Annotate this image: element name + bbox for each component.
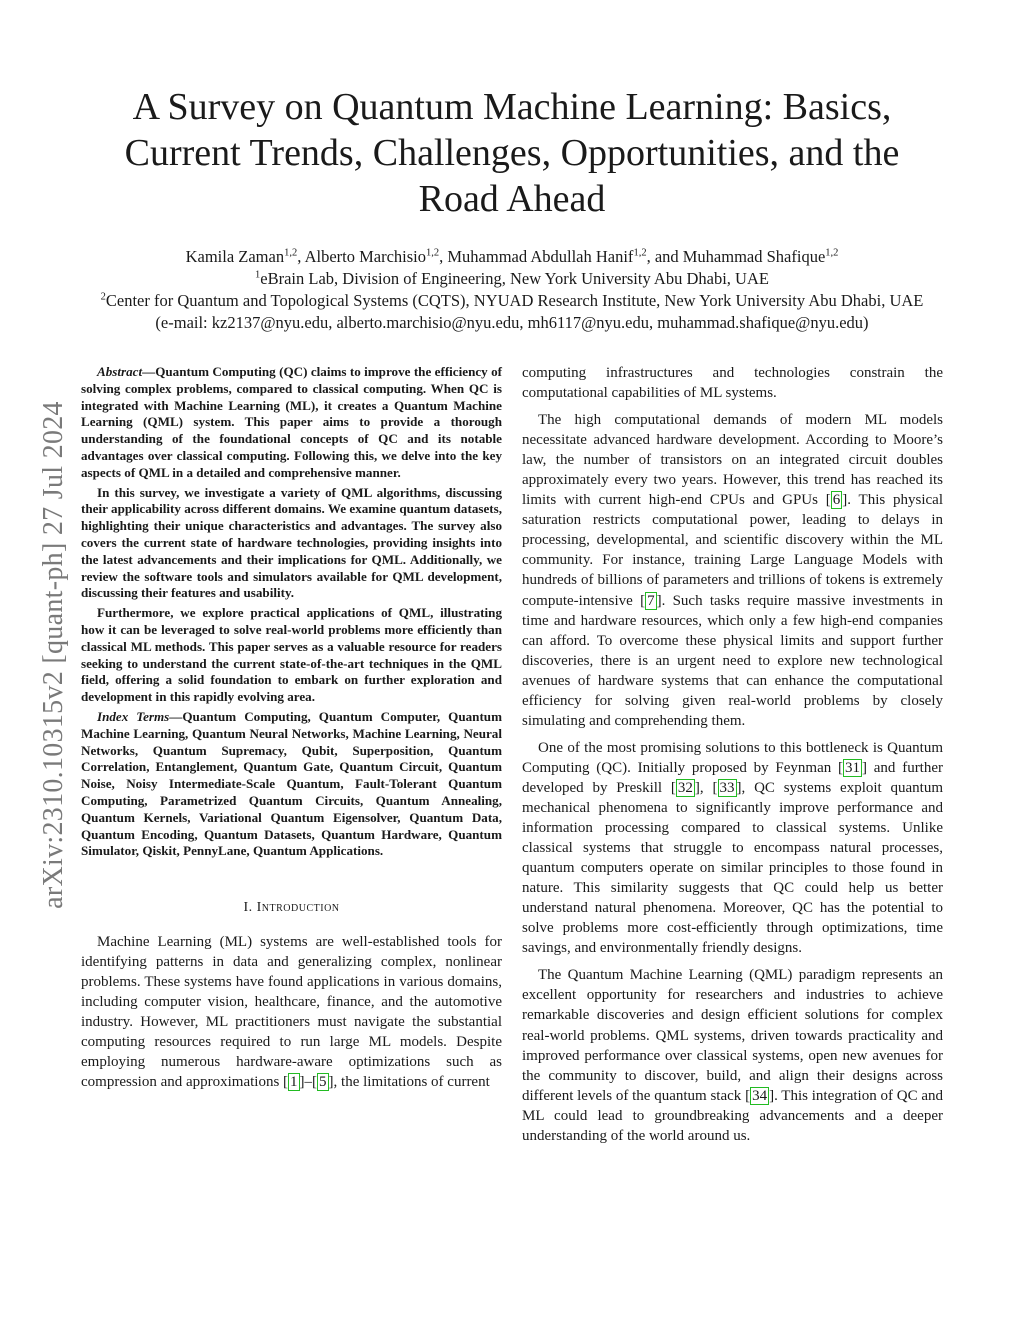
abstract-paragraph: In this survey, we investigate a variety of QML algorithms, discussing their applicability across different domains. We examine quantum datasets, highlighting their unique characteristics and advantages. The survey also covers the current state of hardware technologies, providing insights into the latest advancements and their implications for QML. Additionally, we review the software tools and simulators available for QML development, discussing their features and usability. bbox=[81, 484, 502, 601]
author-name: Muhammad Abdullah Hanif bbox=[447, 247, 634, 266]
author-name: Muhammad Shafique bbox=[682, 247, 826, 266]
citation-range-dash: – bbox=[304, 1074, 313, 1091]
affiliation-line bbox=[40, 268, 984, 290]
section-heading: I. Introduction bbox=[243, 900, 340, 916]
paragraph-text: , QC systems exploit quantum mechanical phenomena to significantly improve performance and information processing compared to classical systems. Unlike classical systems that struggle to encompass natural processes, quantum computers operate on similar principles to those found in nature. This similarity suggests that QC could help us better understand natural phenomena. Moreover, QC has the potential to solve problems more cost-efficiently through optimizations, time savings, and environmentally friendly designs. bbox=[522, 779, 944, 957]
author-affiliation-mark: 1,2 bbox=[825, 247, 839, 259]
title-line: A Survey on Quantum Machine Learning: Basics, bbox=[132, 86, 892, 128]
paper-title bbox=[60, 84, 964, 222]
author-separator: , and bbox=[646, 247, 683, 266]
paragraph-text: , the limitations of current bbox=[333, 1074, 490, 1091]
email-line: (e-mail: kz2137@nyu.edu, alberto.marchisio@nyu.edu, mh6117@nyu.edu, muhammad.shafique@nyu.edu) bbox=[155, 313, 869, 332]
affiliation-line bbox=[40, 290, 984, 312]
intro-paragraph: The high computational demands of modern ML models necessitate advanced hardware development. According to Moore’s law, the number of transistors on an integrated circuit doubles approximately every two years. However, this trend has reached its limits with current high-end CPUs and GPUs [ 6 ]. This physical saturation restricts computational power, leading to delays in processing, developmental, and scientific discovery within the ML community. For instance, training Large Language Models with hundreds of billions of parameters and trillions of tokens is extremely compute-intensive [ 7 ]. Such tasks require massive investments in time and hardware resources, which only a few high-end companies can afford. To overcome these physical limits and support further discoveries, there is an urgent need to explore new technological avenues of hardware systems that can enhance the computational efficiency for solving given real-world problems by closely simulating and comprehending them. bbox=[522, 412, 944, 729]
left-column bbox=[81, 364, 502, 1092]
citation-link[interactable]: 6 bbox=[832, 492, 841, 509]
abstract-text: Quantum Computing (QC) claims to improve the efficiency of solving complex problems, compared to classical computing. When QC is integrated with Machine Learning (ML), it creates a Quantum Machine Learning (QML) system. This paper aims to provide a thorough understanding of the foundational concepts of QC and its notable advantages over classical computing. Following this, we delve into the key aspects of QML in a detailed and comprehensive manner. bbox=[81, 364, 502, 480]
paragraph-text: The high computational demands of modern ML models necessitate advanced hardware development. According to Moore’s law, the number of transistors on an integrated circuit doubles approximately every two years. However, this trend has reached its limits with current high-end CPUs and GPUs bbox=[522, 412, 943, 509]
author-name: Kamila Zaman bbox=[185, 247, 285, 266]
title-line: Road Ahead bbox=[418, 178, 606, 220]
paragraph-text: One of the most promising solutions to this bottleneck is Quantum Computing (QC). Initially proposed by Feynman bbox=[522, 739, 943, 776]
right-column bbox=[522, 363, 943, 1146]
intro-paragraph: Machine Learning (ML) systems are well-established tools for identifying patterns in data and generalizing complex, nonlinear problems. These systems have found applications in various domains, including computer vision, healthcare, finance, and the automotive industry. However, ML practitioners must navigate the substantial computing resources required to run large ML models. Despite employing numerous hardware-aware optimizations such as compression and approximations [ 1 ]–[ 5 ], the limitations of current bbox=[81, 934, 502, 1091]
paragraph-text: . This integration of QC and ML could lead to groundbreaking advancements and a deeper understanding of the world around us. bbox=[522, 1087, 943, 1144]
title-line: Current Trends, Challenges, Opportunities, and the bbox=[124, 132, 900, 174]
affiliation-text: eBrain Lab, Division of Engineering, New York University Abu Dhabi, UAE bbox=[260, 269, 769, 288]
affiliation-mark: 1 bbox=[255, 269, 261, 281]
citation-separator: , bbox=[699, 779, 713, 796]
citation-link[interactable]: 34 bbox=[752, 1087, 768, 1104]
author-name: Alberto Marchisio bbox=[304, 247, 426, 266]
abstract-paragraph: Furthermore, we explore practical applications of QML, illustrating how it can be leveraged to solve real-world problems more efficiently than classical ML methods. This paper serves as a valuable resource for readers seeking to understand the current state-of-the-art techniques in the QML field, offering a solid foundation to embark on further exploration and development in this rapidly evolving area. bbox=[81, 605, 502, 705]
index-terms: Index Terms—Quantum Computing, Quantum Computer, Quantum Machine Learning, Quantum Neural Networks, Machine Learning, Neural Networks, Quantum Supremacy, Qubit, Superposition, Quantum Correlation, Entanglement, Quantum Gate, Quantum Circuit, Quantum Noise, Noisy Intermediate-Scale Quantum, Fault-Tolerant Quantum Computing, Parametrized Quantum Circuits, Quantum Annealing, Quantum Kernels, Variational Quantum Eigensolver, Quantum Data, Quantum Encoding, Quantum Datasets, Quantum Hardware, Quantum Simulator, Qiskit, PennyLane, Quantum Applications. bbox=[81, 708, 502, 859]
paragraph-text: Machine Learning (ML) systems are well-established tools for identifying patterns in data and generalizing complex, nonlinear problems. These systems have found applications in various domains, including computer vision, healthcare, finance, and the automotive industry. However, ML practitioners must navigate the substantial computing resources required to run large ML models. Despite employing numerous hardware-aware optimizations such as compression and approximations bbox=[81, 934, 502, 1091]
author-list bbox=[40, 246, 984, 268]
author-affiliation-mark: 1,2 bbox=[284, 247, 298, 259]
arxiv-identifier-text: arXiv:2310.10315v2 [quant-ph] 27 Jul 2024 bbox=[38, 401, 69, 909]
intro-paragraph: The Quantum Machine Learning (QML) paradigm represents an excellent opportunity for researchers and industries to achieve remarkable discoveries and design efficient solutions for complex real-world problems. QML systems, driven towards practicality and improved performance over classical systems, open new avenues for the community to discover, build, and align their designs across different levels of the quantum stack [ 34 ]. This integration of QC and ML could lead to groundbreaking advancements and a deeper understanding of the world around us. bbox=[522, 967, 943, 1144]
citation-link[interactable]: 5 bbox=[319, 1074, 327, 1091]
author-separator: , bbox=[297, 247, 305, 266]
author-separator: , bbox=[439, 247, 448, 266]
intro-paragraph: One of the most promising solutions to this bottleneck is Quantum Computing (QC). Initially proposed by Feynman [ 31 ] and further developed by Preskill [ 32 ], [ 33 ], QC systems exploit quantum mechanical phenomena to significantly improve performance and information processing compared to classical systems. Unlike classical systems that struggle to encompass natural processes, quantum computers operate on similar principles to those found in nature. This similarity suggests that QC could help us better understand natural phenomena. Moreover, QC has the potential to solve problems more cost-efficiently through optimizations, time savings, and environmentally friendly designs. bbox=[522, 739, 944, 957]
paragraph-text: . Such tasks require massive investments in time and hardware resources, which only a few high-end companies can afford. To overcome these physical limits and support further discoveries, there is an urgent need to explore new technological avenues of hardware systems that can enhance the computational efficiency for solving given real-world problems by closely simulating and comprehending them. bbox=[522, 592, 943, 729]
author-affiliation-mark: 1,2 bbox=[633, 247, 647, 259]
abstract-paragraph: Abstract—Quantum Computing (QC) claims to improve the efficiency of solving complex problems, compared to classical computing. When QC is integrated with Machine Learning (ML), it creates a Quantum Machine Learning (QML) system. This paper aims to provide a thorough understanding of the foundational concepts of QC and its notable advantages over classical computing. Following this, we delve into the key aspects of QML in a detailed and comprehensive manner. bbox=[81, 364, 502, 480]
intro-paragraph-continued: computing infrastructures and technologies constrain the computational capabilities of ML systems. bbox=[522, 365, 943, 402]
author-affiliation-mark: 1,2 bbox=[426, 247, 440, 259]
paragraph-text: . This physical saturation restricts computational power, leading to delays in processing, developmental, and scientific discovery within the ML community. For instance, training Large Language Models with hundreds of billions of parameters and trillions of tokens is extremely compute-intensive bbox=[522, 492, 944, 609]
index-terms-text: Quantum Computing, Quantum Computer, Quantum Machine Learning, Quantum Neural Networks, Machine Learning, Neural Networks, Quantum Supremacy, Qubit, Superposition, Quantum Correlation, Entanglement, Quantum Gate, Quantum Circuit, Quantum Noise, Noisy Intermediate-Scale Quantum, Fault-Tolerant Quantum Computing, Parametrized Quantum Circuits, Quantum Annealing, Quantum Kernels, Variational Quantum Eigensolver, Quantum Data, Quantum Encoding, Quantum Datasets, Quantum Hardware, Quantum Simulator, Qiskit, PennyLane, Quantum Applications. bbox=[81, 708, 502, 859]
abstract-label: Abstract bbox=[97, 364, 143, 379]
citation-link[interactable]: 1 bbox=[290, 1074, 298, 1091]
affiliation-mark: 2 bbox=[100, 291, 106, 303]
citation-link[interactable]: 7 bbox=[647, 592, 655, 609]
affiliation-text: Center for Quantum and Topological Systems (CQTS), NYUAD Research Institute, New York University Abu Dhabi, UAE bbox=[105, 291, 924, 310]
paragraph-text: and further developed by Preskill bbox=[522, 759, 944, 796]
index-terms-label: Index Terms bbox=[97, 708, 170, 724]
citation-link[interactable]: 33 bbox=[719, 779, 735, 796]
citation-link[interactable]: 32 bbox=[677, 779, 693, 796]
author-block bbox=[40, 246, 984, 334]
paragraph-text: The Quantum Machine Learning (QML) paradigm represents an excellent opportunity for researchers and industries to achieve remarkable discoveries and design efficient solutions for complex real-world problems. QML systems, driven towards practicality and improved performance over classical systems, open new avenues for the community to discover, build, and align their designs across different levels of the quantum stack bbox=[522, 967, 943, 1104]
citation-link[interactable]: 31 bbox=[845, 759, 860, 776]
